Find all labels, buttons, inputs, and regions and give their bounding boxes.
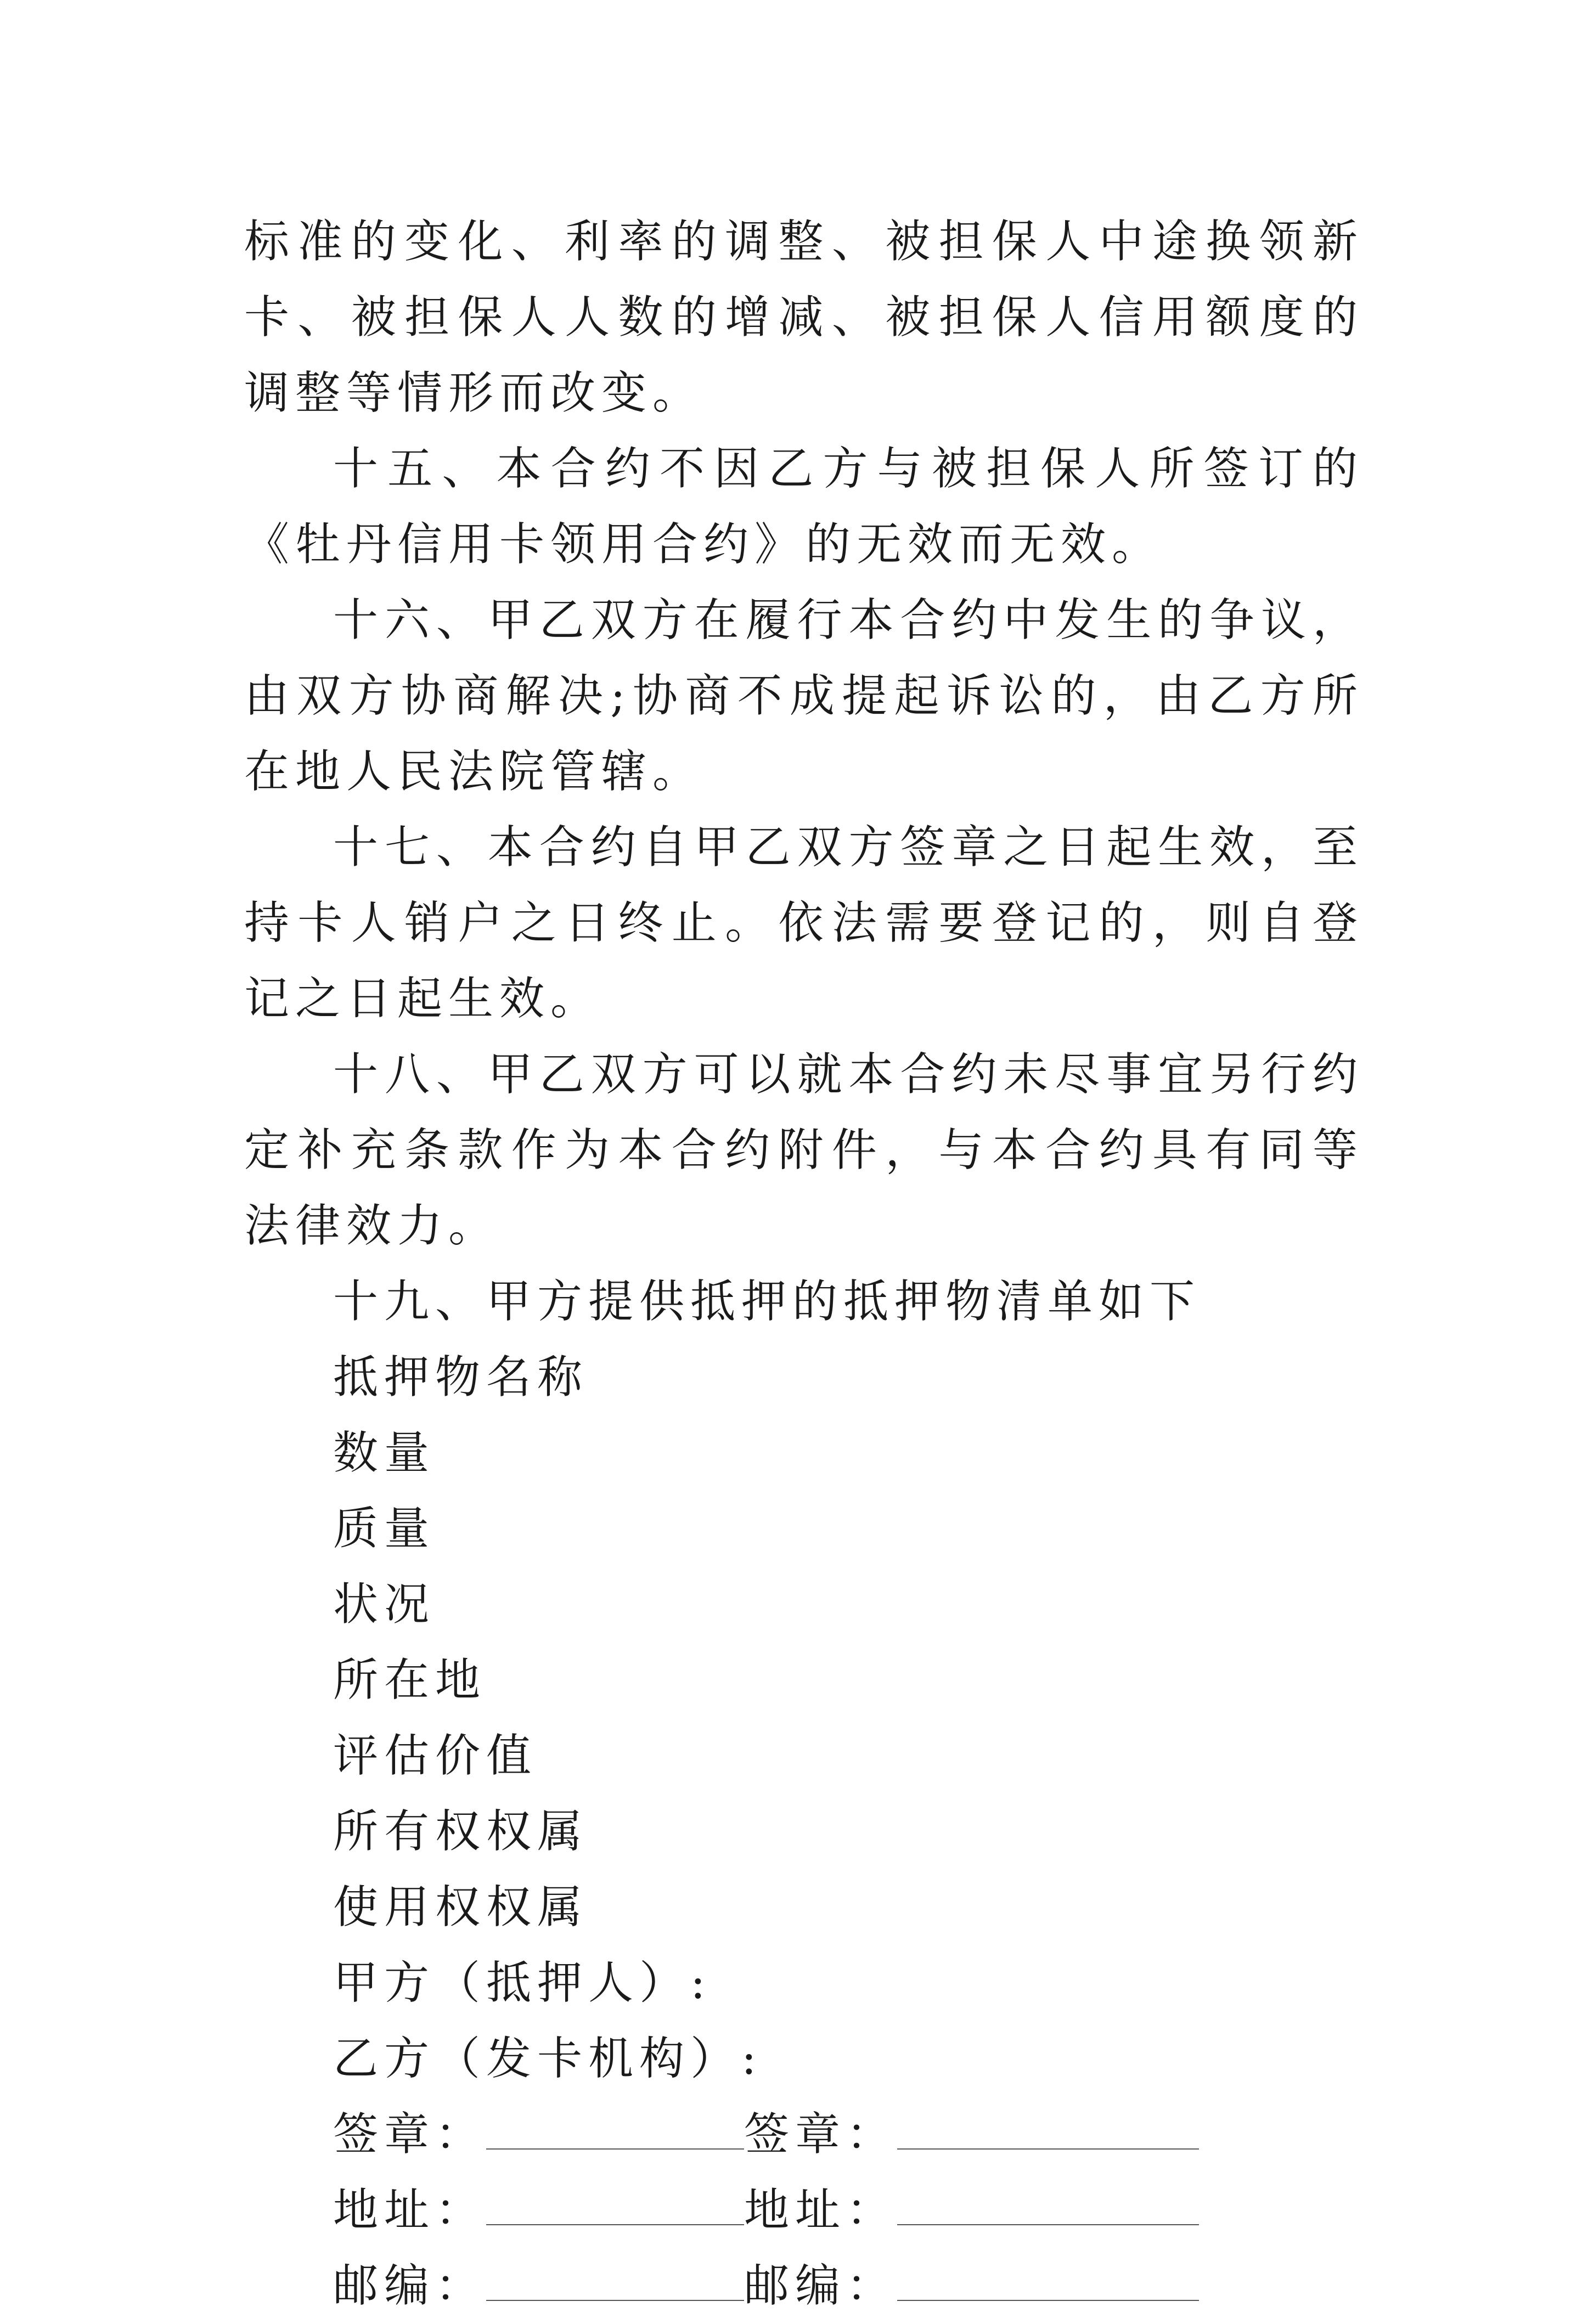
party-a-seal-blank (486, 2110, 744, 2150)
postcode-row (333, 2248, 1364, 2324)
collateral-field-quantity: 数量 (333, 1427, 436, 1479)
party-a-address-label: 地址： (333, 2184, 487, 2236)
party-b-postcode-label: 邮编： (744, 2260, 898, 2312)
collateral-field-ownership: 所有权权属 (333, 1806, 589, 1858)
party-a-seal-label: 签章： (333, 2108, 487, 2161)
signature-row (333, 2097, 1364, 2173)
address-row (333, 2173, 1364, 2248)
party-b-label: 乙方（发卡机构）: (333, 2033, 763, 2085)
party-b-address-label: 地址： (744, 2184, 898, 2236)
party-b-postcode-blank (897, 2261, 1199, 2301)
party-a-postcode-label: 邮编： (333, 2260, 487, 2312)
collateral-field-quality: 质量 (333, 1503, 436, 1555)
collateral-field-name: 抵押物名称 (333, 1351, 589, 1403)
paragraph-clause-15: 十五、本合约不因乙方与被担保人所签订的《牡丹信用卡领用合约》的无效而无效。 (244, 443, 1364, 571)
party-a-address-blank (486, 2186, 744, 2225)
collateral-field-valuation: 评估价值 (333, 1730, 538, 1782)
collateral-field-condition: 状况 (333, 1578, 436, 1631)
party-a-postcode-blank (486, 2261, 744, 2301)
party-a-label: 甲方（抵押人）: (333, 1957, 712, 2009)
collateral-field-location: 所在地 (333, 1654, 487, 1706)
party-b-seal-label: 签章： (744, 2108, 898, 2161)
paragraph-clause-18: 十八、甲乙双方可以就本合约未尽事宜另行约定补充条款作为本合约附件，与本合约具有同等法律效力。 (244, 1048, 1364, 1252)
paragraph-clause-19: 十九、甲方提供抵押的抵押物清单如下 (333, 1276, 1201, 1328)
document-page (244, 204, 1364, 2324)
paragraph-continuation: 标准的变化、利率的调整、被担保人中途换领新卡、被担保人人数的增减、被担保人信用额度的调整等情形而改变。 (244, 216, 1364, 419)
collateral-field-usage-right: 使用权权属 (333, 1881, 589, 1933)
party-b-seal-blank (897, 2110, 1199, 2150)
paragraph-clause-17: 十七、本合约自甲乙双方签章之日起生效，至持卡人销户之日终止。依法需要登记的，则自登记之日起生效。 (244, 821, 1364, 1025)
paragraph-clause-16: 十六、甲乙双方在履行本合约中发生的争议，由双方协商解决;协商不成提起诉讼的，由乙方所在地人民法院管辖。 (244, 594, 1364, 798)
party-b-address-blank (897, 2186, 1199, 2225)
